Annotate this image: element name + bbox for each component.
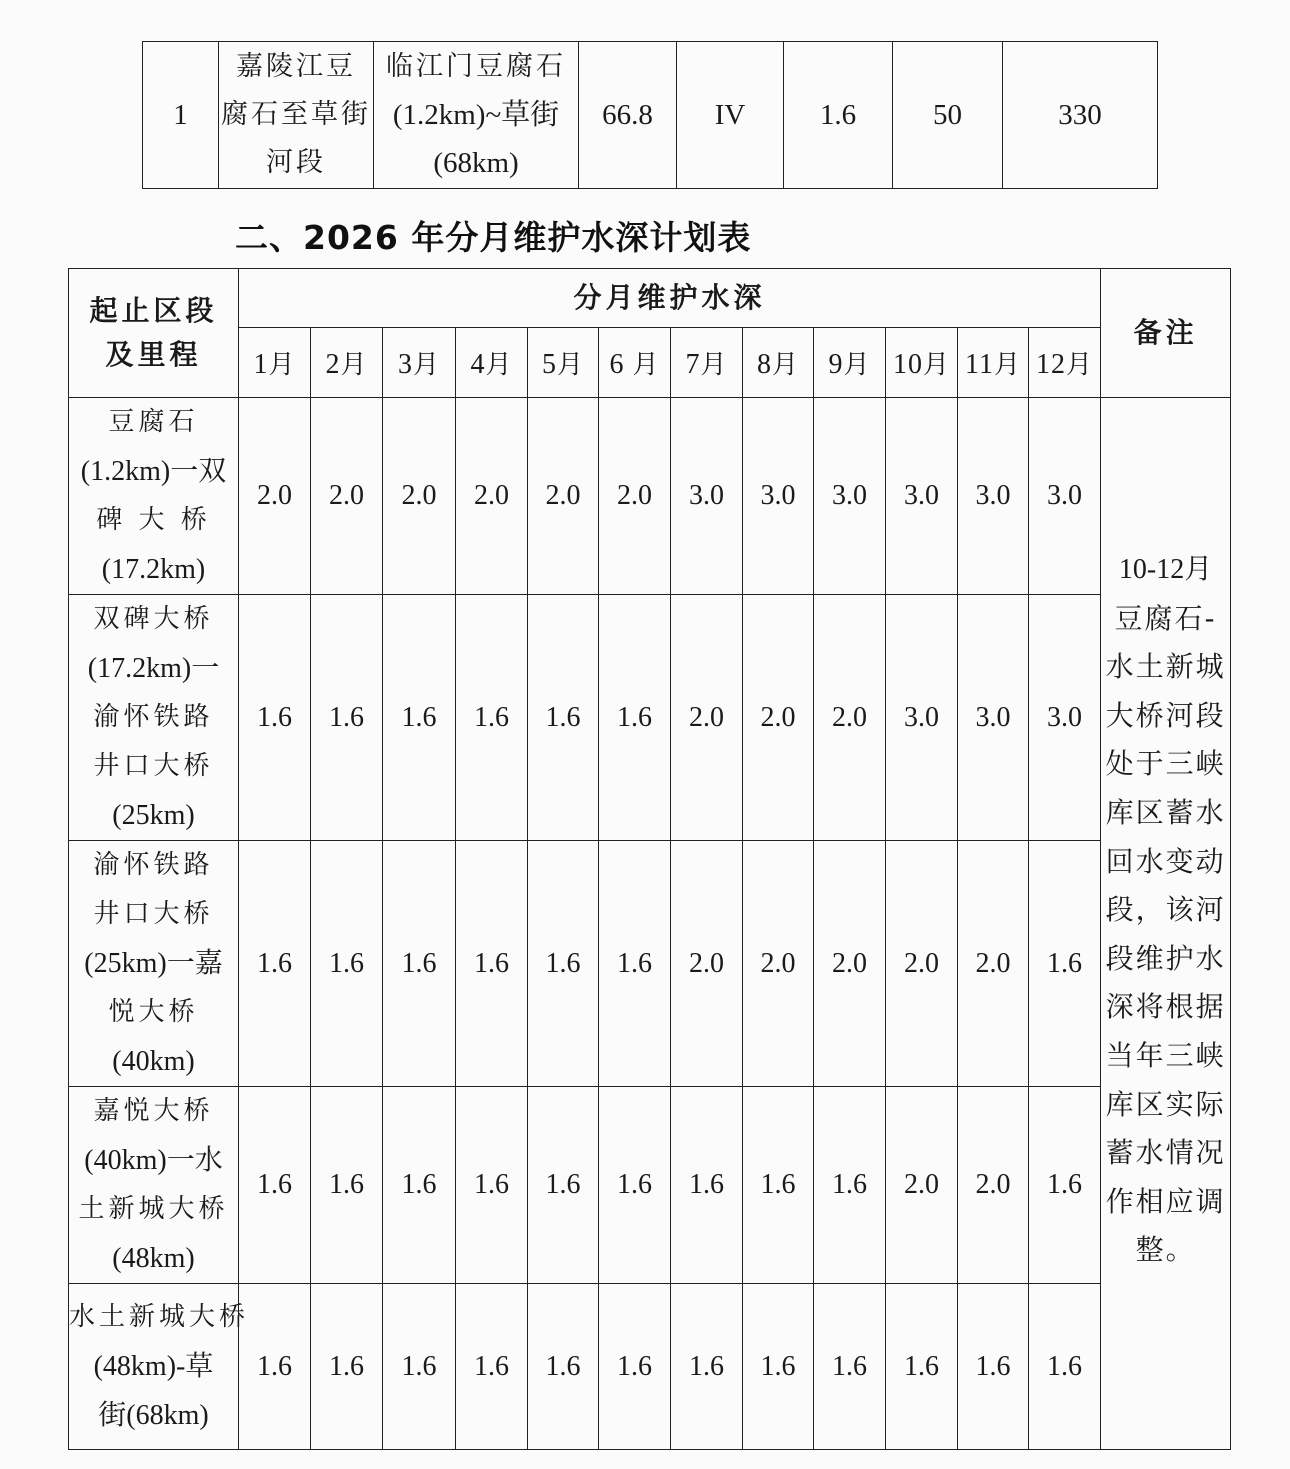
month-header-cell — [599, 328, 671, 398]
section-line: 井口大桥 — [93, 751, 214, 781]
remarks-line: 蓄水情况 — [1105, 1136, 1226, 1170]
section-line: 豆腐石 — [108, 407, 199, 437]
grade-cell: IV — [677, 42, 784, 189]
section-line: 井口大桥 — [93, 899, 214, 929]
depth-value-cell: 2.0 — [383, 398, 456, 595]
section-line: 悦大桥 — [108, 997, 199, 1027]
depth-value-cell: 1.6 — [456, 1087, 528, 1284]
month-number: 8 — [756, 349, 772, 380]
remarks-line: 处于三峡 — [1105, 747, 1226, 781]
section-mileage-cell — [69, 1087, 239, 1284]
depth-value-cell: 2.0 — [671, 841, 743, 1087]
remarks-line: 当年三峡 — [1105, 1038, 1226, 1072]
section-header-line: 起止区段 — [89, 294, 218, 327]
section-line: (40km) — [112, 1046, 195, 1077]
depth-value-cell: 2.0 — [599, 398, 671, 595]
remarks-line: 回水变动 — [1105, 844, 1226, 878]
row-index: 1 — [143, 42, 219, 189]
depth-value-cell: 1.6 — [743, 1087, 814, 1284]
month-header-cell — [1029, 328, 1101, 398]
month-unit: 月 — [1066, 350, 1094, 380]
channel-name-line: 腐石至草街 — [221, 99, 371, 130]
depth-value-cell: 2.0 — [958, 841, 1029, 1087]
depth-value-cell: 3.0 — [958, 595, 1029, 841]
channel-name-cell — [219, 42, 374, 189]
depth-value-cell: 1.6 — [239, 595, 311, 841]
channel-name-line: 河段 — [266, 147, 326, 178]
month-number: 1 — [253, 349, 269, 380]
depth-value-cell: 1.6 — [311, 1284, 383, 1450]
section-line: (1.2km)一双 — [80, 456, 227, 487]
section-line: (17.2km) — [101, 554, 206, 585]
section-mileage-cell — [69, 841, 239, 1087]
month-unit: 月 — [412, 350, 440, 380]
depth-value-cell: 3.0 — [743, 398, 814, 595]
month-unit: 月 — [993, 350, 1021, 380]
depth-value-cell: 1.6 — [743, 1284, 814, 1450]
start-end-line: 临江门豆腐石 — [386, 51, 566, 82]
month-unit: 月 — [340, 350, 368, 380]
remarks-line: 段维护水 — [1105, 941, 1226, 975]
section-mileage-cell — [69, 595, 239, 841]
month-number: 12 — [1036, 349, 1067, 380]
monthly-depth-header: 分月维护水深 — [239, 269, 1101, 328]
remarks-line: 10-12月 — [1118, 554, 1213, 585]
month-header-cell — [743, 328, 814, 398]
depth-value-cell: 1.6 — [671, 1087, 743, 1284]
remarks-line: 段，该河 — [1105, 893, 1226, 927]
depth-value-cell: 1.6 — [383, 1087, 456, 1284]
section-line: (48km)-草 — [93, 1351, 214, 1382]
depth-value-cell: 2.0 — [671, 595, 743, 841]
remarks-header: 备注 — [1101, 269, 1231, 398]
table-row — [69, 1087, 1231, 1284]
depth-value-cell: 2.0 — [814, 841, 886, 1087]
section-line: 水土新城大桥 — [69, 1302, 250, 1332]
depth-value-cell: 1.6 — [528, 1284, 599, 1450]
depth-value-cell: 1.6 — [528, 1087, 599, 1284]
month-number: 2 — [325, 349, 341, 380]
section-line: (40km)一水 — [84, 1145, 223, 1176]
remarks-line: 水土新城 — [1105, 650, 1226, 684]
remarks-line: 库区实际 — [1105, 1087, 1226, 1121]
section-line: (25km) — [112, 800, 195, 831]
month-unit: 月 — [843, 350, 871, 380]
month-header-cell — [456, 328, 528, 398]
month-unit: 月 — [268, 350, 296, 380]
section-line: 双碑大桥 — [93, 604, 214, 634]
section-line: 土新城大桥 — [78, 1194, 229, 1224]
remarks-line: 整。 — [1135, 1233, 1196, 1267]
start-end-cell — [374, 42, 579, 189]
month-header-cell — [239, 328, 311, 398]
depth-value-cell: 1.6 — [1029, 1087, 1101, 1284]
depth-value-cell: 3.0 — [671, 398, 743, 595]
remarks-line: 豆腐石- — [1114, 601, 1217, 635]
depth-value-cell: 2.0 — [743, 841, 814, 1087]
header-row — [69, 269, 1231, 328]
depth-value-cell: 1.6 — [311, 841, 383, 1087]
month-unit: 月 — [700, 350, 728, 380]
section-mileage-cell — [69, 398, 239, 595]
section-line: (48km) — [112, 1243, 195, 1274]
depth-value-cell: 1.6 — [456, 1284, 528, 1450]
month-header-cell — [528, 328, 599, 398]
channel-name-line: 嘉陵江豆 — [236, 51, 356, 82]
section-line: (25km)一嘉 — [84, 948, 223, 979]
section-line: 渝怀铁路 — [93, 850, 214, 880]
depth-value-cell: 1.6 — [1029, 841, 1101, 1087]
depth-value-cell: 1.6 — [239, 841, 311, 1087]
depth-value-cell: 2.0 — [528, 398, 599, 595]
month-unit: 月 — [632, 350, 660, 380]
depth-value-cell: 1.6 — [599, 841, 671, 1087]
depth-value-cell: 2.0 — [456, 398, 528, 595]
depth-value-cell: 2.0 — [886, 1087, 958, 1284]
table-row — [69, 1284, 1231, 1450]
remarks-line: 作相应调 — [1105, 1184, 1226, 1218]
table-row — [143, 42, 1158, 189]
depth-value-cell: 3.0 — [1029, 595, 1101, 841]
remarks-line: 深将根据 — [1105, 990, 1226, 1024]
depth-value-cell: 1.6 — [383, 841, 456, 1087]
section-line: 渝怀铁路 — [93, 702, 214, 732]
depth-value-cell: 1.6 — [383, 1284, 456, 1450]
depth-value-cell: 1.6 — [599, 1284, 671, 1450]
table-row — [69, 841, 1231, 1087]
section-line: 嘉悦大桥 — [93, 1096, 214, 1126]
width-cell: 50 — [893, 42, 1003, 189]
section-line: 街(68km) — [98, 1400, 209, 1431]
depth-value-cell: 1.6 — [311, 595, 383, 841]
depth-value-cell: 1.6 — [528, 841, 599, 1087]
month-header-cell — [958, 328, 1029, 398]
depth-value-cell: 3.0 — [886, 595, 958, 841]
month-header-cell — [886, 328, 958, 398]
length-cell: 66.8 — [579, 42, 677, 189]
depth-value-cell: 1.6 — [599, 595, 671, 841]
depth-value-cell: 2.0 — [886, 841, 958, 1087]
section-header-cell — [69, 269, 239, 398]
radius-cell: 330 — [1003, 42, 1158, 189]
depth-value-cell: 2.0 — [958, 1087, 1029, 1284]
depth-value-cell: 1.6 — [239, 1087, 311, 1284]
section-header-line: 及里程 — [105, 338, 202, 371]
depth-value-cell: 3.0 — [1029, 398, 1101, 595]
depth-value-cell: 1.6 — [528, 595, 599, 841]
depth-value-cell: 2.0 — [311, 398, 383, 595]
month-unit: 月 — [485, 350, 513, 380]
section-heading: 二、2026 年分月维护水深计划表 — [235, 218, 752, 257]
depth-value-cell: 1.6 — [958, 1284, 1029, 1450]
month-number: 4 — [470, 349, 486, 380]
channel-standard-table — [142, 41, 1158, 189]
monthly-depth-plan-table — [68, 268, 1231, 1450]
depth-value-cell: 1.6 — [814, 1087, 886, 1284]
month-header-cell — [383, 328, 456, 398]
month-number: 5 — [541, 349, 557, 380]
depth-value-cell: 2.0 — [743, 595, 814, 841]
table-row — [69, 595, 1231, 841]
depth-value-cell: 1.6 — [456, 595, 528, 841]
depth-value-cell: 1.6 — [599, 1087, 671, 1284]
month-number: 11 — [965, 349, 994, 380]
depth-value-cell: 3.0 — [958, 398, 1029, 595]
depth-value-cell: 1.6 — [671, 1284, 743, 1450]
month-number: 6 — [609, 349, 633, 380]
month-unit: 月 — [922, 350, 950, 380]
depth-value-cell: 1.6 — [1029, 1284, 1101, 1450]
depth-value-cell: 1.6 — [239, 1284, 311, 1450]
month-header-cell — [671, 328, 743, 398]
remarks-line: 大桥河段 — [1105, 698, 1226, 732]
section-line: 碑 大 桥 — [96, 505, 211, 535]
month-number: 9 — [828, 349, 844, 380]
depth-value-cell: 1.6 — [383, 595, 456, 841]
depth-cell: 1.6 — [784, 42, 893, 189]
month-number: 3 — [397, 349, 413, 380]
start-end-line: (1.2km)~草街 — [392, 99, 560, 131]
depth-value-cell: 2.0 — [239, 398, 311, 595]
month-unit: 月 — [556, 350, 584, 380]
table-row — [69, 398, 1231, 595]
depth-value-cell: 2.0 — [814, 595, 886, 841]
month-header-cell — [311, 328, 383, 398]
month-number: 7 — [685, 349, 701, 380]
month-number: 10 — [892, 349, 923, 380]
remarks-line: 库区蓄水 — [1105, 795, 1226, 829]
depth-value-cell: 1.6 — [311, 1087, 383, 1284]
month-unit: 月 — [771, 350, 799, 380]
depth-value-cell: 1.6 — [814, 1284, 886, 1450]
depth-value-cell: 1.6 — [886, 1284, 958, 1450]
section-mileage-cell — [69, 1284, 250, 1450]
start-end-line: (68km) — [433, 147, 519, 179]
month-header-cell — [814, 328, 886, 398]
remarks-cell — [1101, 398, 1231, 1450]
depth-value-cell: 3.0 — [886, 398, 958, 595]
section-line: (17.2km)一 — [87, 653, 220, 684]
depth-value-cell: 1.6 — [456, 841, 528, 1087]
month-header-row — [69, 328, 1231, 398]
depth-value-cell: 3.0 — [814, 398, 886, 595]
